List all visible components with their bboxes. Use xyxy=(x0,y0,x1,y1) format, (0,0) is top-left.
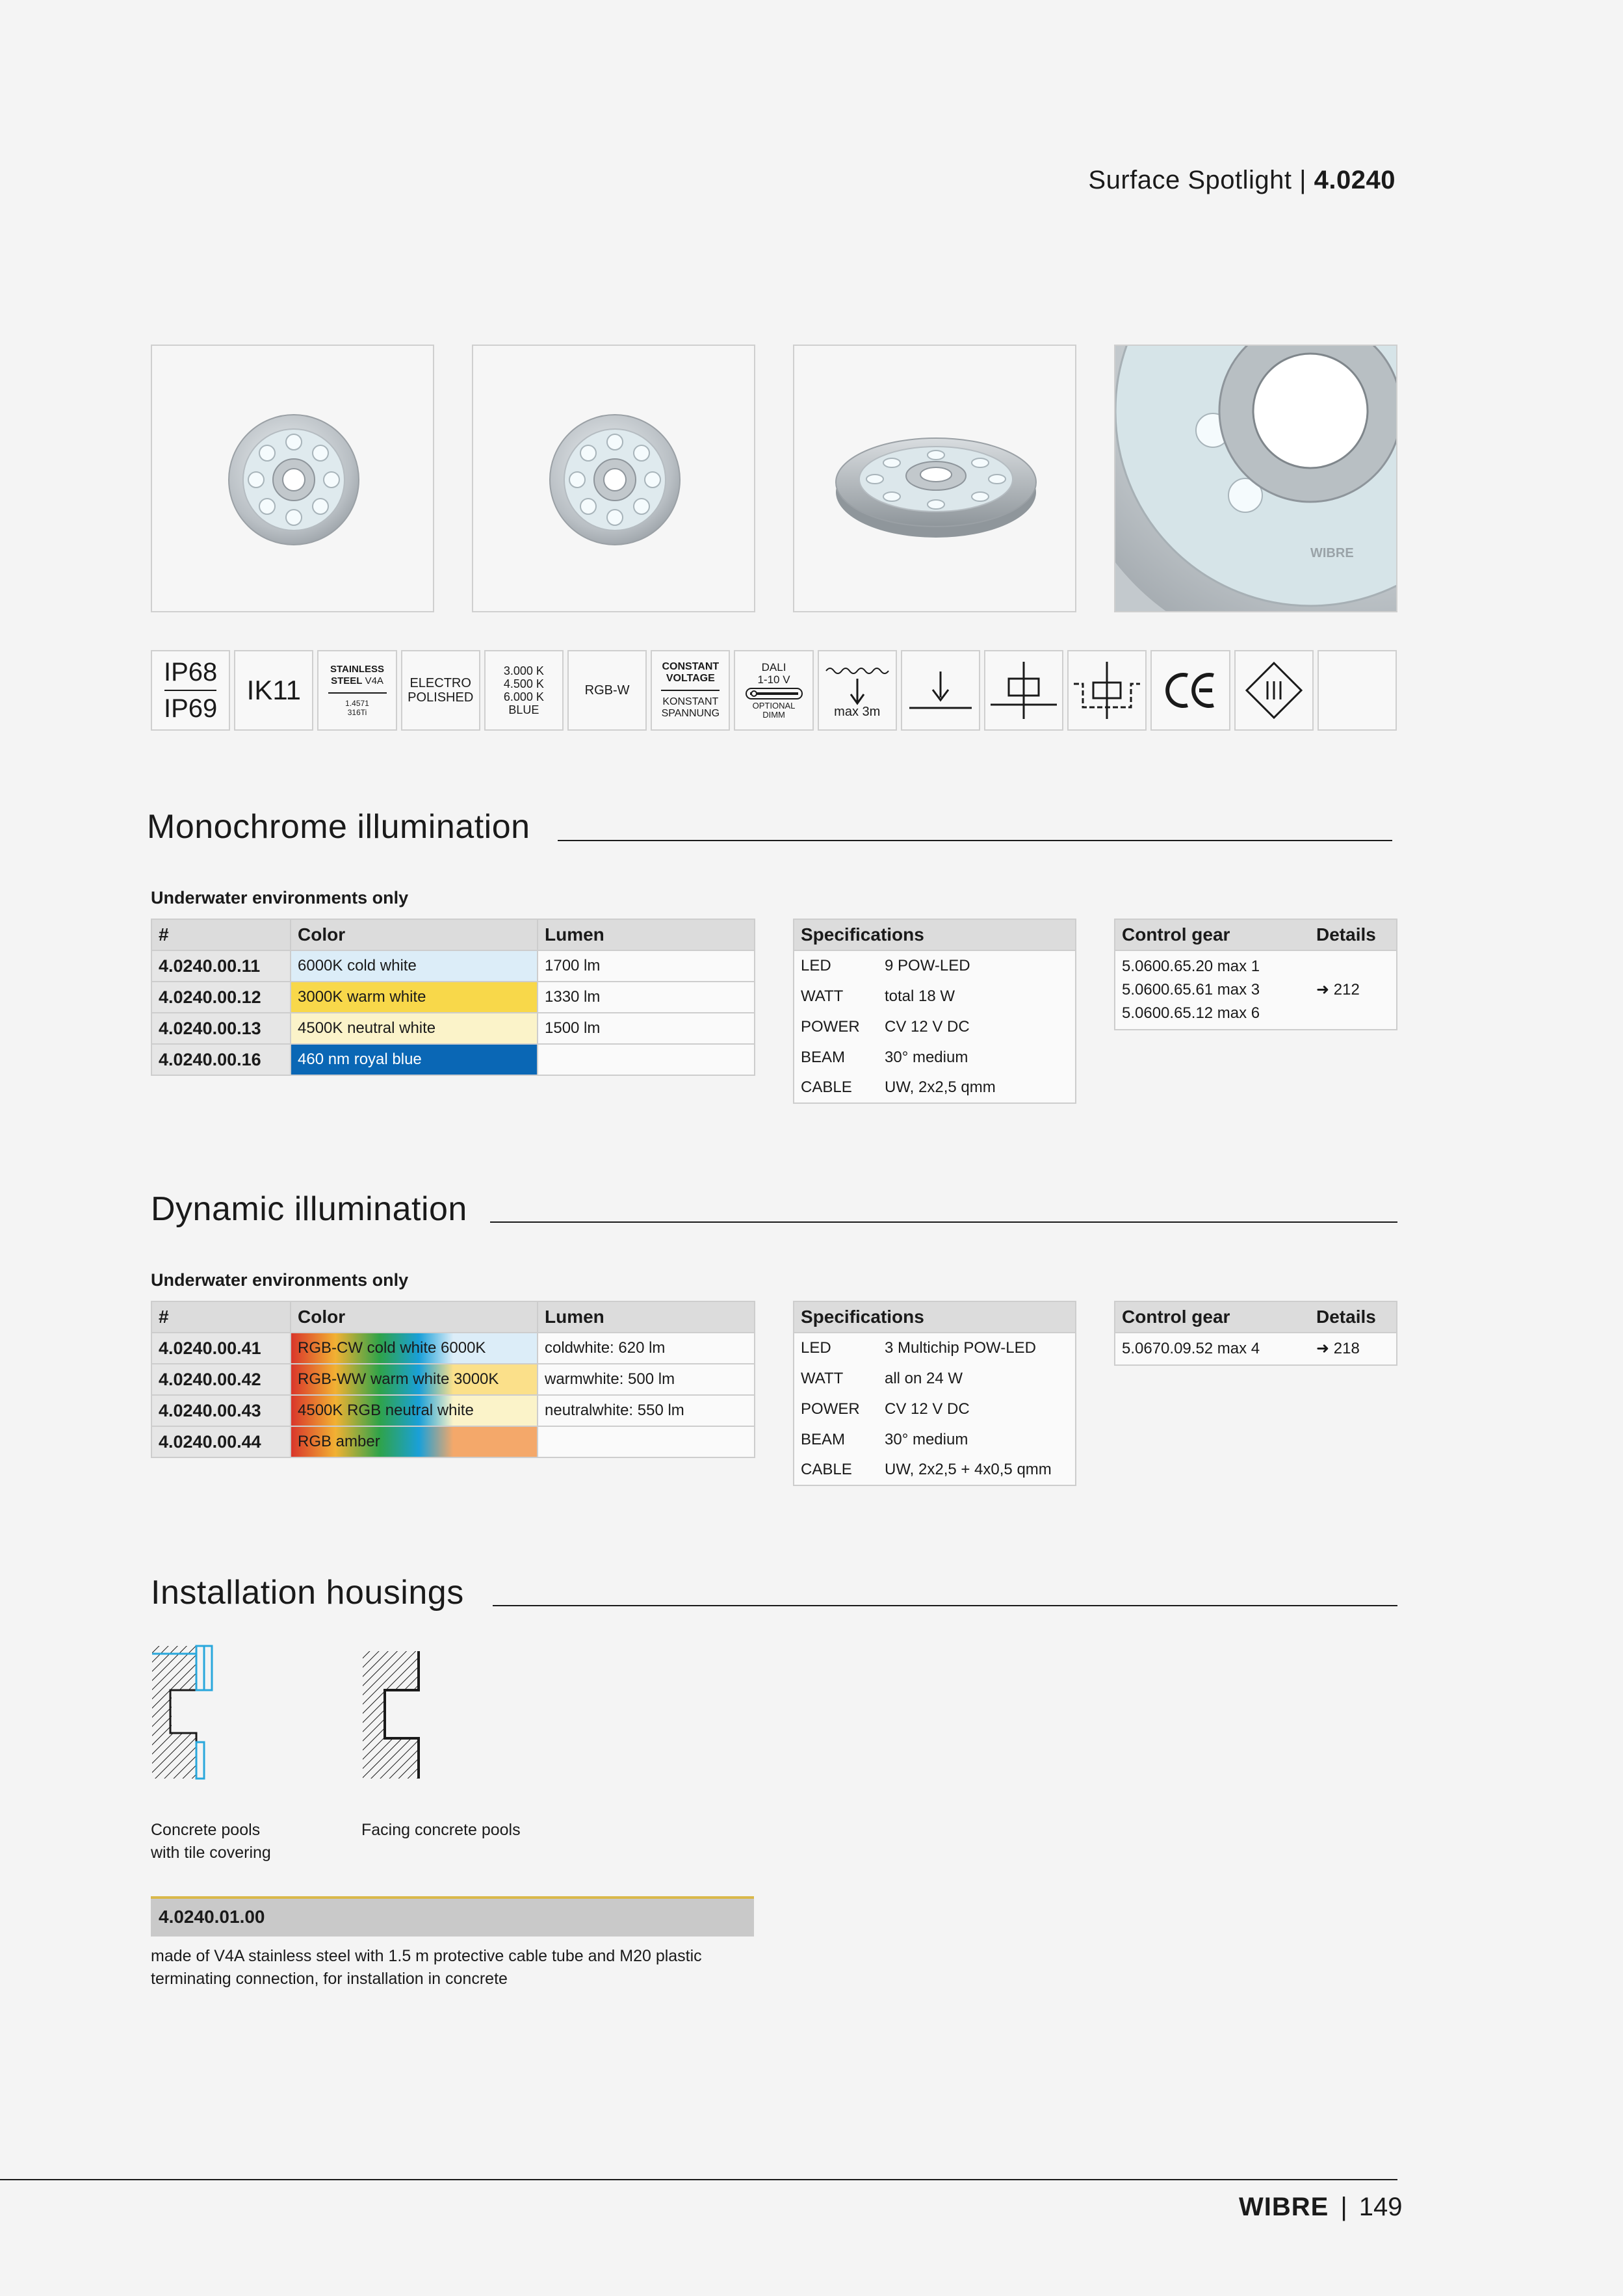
spec-key: POWER xyxy=(801,1400,860,1418)
lumen-cell: 1700 lm xyxy=(538,950,755,982)
details-link[interactable]: ➜ 212 xyxy=(1310,950,1397,1030)
color-temperature-icon xyxy=(484,650,564,731)
caption-line: Concrete pools xyxy=(151,1821,261,1839)
spec-row xyxy=(794,1011,1076,1042)
cv-line2: VOLTAGE xyxy=(666,673,715,684)
mono-table xyxy=(151,919,755,1076)
table-row xyxy=(151,1364,755,1395)
lumen-cell xyxy=(538,1044,755,1075)
col-color: Color xyxy=(291,919,538,950)
col-lumen: Lumen xyxy=(538,919,755,950)
steel-line2: STEEL xyxy=(331,675,363,686)
spec-key: LED xyxy=(801,957,831,974)
rgbw-label: RGB-W xyxy=(584,683,630,698)
ip68-label: IP68 xyxy=(163,658,218,686)
color-cell: 6000K cold white xyxy=(291,950,538,982)
constant-voltage-icon xyxy=(651,650,730,731)
dimmer-slider-icon xyxy=(745,686,803,701)
spec-row xyxy=(794,1333,1076,1363)
photo-logo-text: WIBRE xyxy=(1310,546,1354,560)
lumen-cell xyxy=(538,1426,755,1457)
wave-arrow-icon xyxy=(824,662,891,707)
col-lumen: Lumen xyxy=(538,1301,755,1333)
mono-spec-table xyxy=(793,919,1076,1104)
protection-class-3-icon xyxy=(1234,650,1314,731)
dyn-subheading: Underwater environments only xyxy=(151,1270,409,1290)
table-row xyxy=(151,950,755,982)
water-depth-icon xyxy=(818,650,897,731)
spec-row xyxy=(794,1455,1076,1485)
color-cell: RGB-CW cold white 6000K xyxy=(291,1333,538,1364)
mono-heading: Monochrome illumination xyxy=(147,808,530,846)
spec-value: CV 12 V DC xyxy=(885,1400,970,1418)
steel-line1: STAINLESS xyxy=(330,664,385,675)
color-cell: 460 nm royal blue xyxy=(291,1044,538,1075)
cv-line4: SPANNUNG xyxy=(661,708,720,719)
spec-value: 9 POW-LED xyxy=(885,957,970,974)
spec-value: all on 24 W xyxy=(885,1369,963,1387)
col-number: # xyxy=(151,919,291,950)
color-cell: 3000K warm white xyxy=(291,982,538,1013)
lumen-cell: warmwhite: 500 lm xyxy=(538,1364,755,1395)
spec-key: BEAM xyxy=(801,1048,846,1066)
spec-value: UW, 2x2,5 + 4x0,5 qmm xyxy=(885,1461,1052,1478)
spec-row xyxy=(794,981,1076,1011)
spec-key: WATT xyxy=(801,987,844,1005)
product-photo-3 xyxy=(793,345,1076,612)
product-photo-4 xyxy=(1114,345,1397,612)
concrete-pool-housing-drawing xyxy=(361,1650,420,1782)
housing-description xyxy=(151,1945,702,1990)
product-code: 4.0240.00.43 xyxy=(151,1395,291,1426)
spec-row xyxy=(794,1424,1076,1455)
gear-title: Control gear xyxy=(1115,919,1310,950)
spec-key: POWER xyxy=(801,1017,860,1036)
tile-pool-housing-drawing xyxy=(151,1645,222,1784)
electro-line1: ELECTRO xyxy=(409,676,471,690)
dali-line3: OPTIONAL xyxy=(752,701,796,711)
page-header xyxy=(1088,166,1396,195)
product-code: 4.0240.00.41 xyxy=(151,1333,291,1364)
steel-num2: 316Ti xyxy=(347,708,367,717)
spec-value: 30° medium xyxy=(885,1048,968,1066)
ip-rating-icon xyxy=(151,650,230,731)
gear-item: 5.0600.65.20 max 1 xyxy=(1122,958,1260,975)
housing-code-bar xyxy=(151,1896,754,1937)
spec-value: CV 12 V DC xyxy=(885,1017,970,1036)
k-line4: BLUE xyxy=(508,703,539,716)
details-link[interactable]: ➜ 218 xyxy=(1310,1333,1397,1365)
product-code: 4.0240.00.11 xyxy=(151,950,291,982)
table-header-row xyxy=(151,1301,755,1333)
recessed-mount-icon xyxy=(1067,650,1147,731)
details-title: Details xyxy=(1310,1301,1397,1333)
spec-row xyxy=(794,1042,1076,1073)
description-line: terminating connection, for installation in concrete xyxy=(151,1970,508,1988)
ce-mark-icon xyxy=(1150,650,1230,731)
k-line2: 4.500 K xyxy=(503,677,544,690)
gear-item: 5.0600.65.12 max 6 xyxy=(1122,1004,1260,1022)
product-code: 4.0240.00.12 xyxy=(151,982,291,1013)
cv-line1: CONSTANT xyxy=(662,661,720,672)
color-cell: RGB amber xyxy=(291,1426,538,1457)
mono-subheading: Underwater environments only xyxy=(151,888,409,907)
dyn-table xyxy=(151,1301,755,1458)
dyn-gear-table xyxy=(1114,1301,1397,1366)
description-line: made of V4A stainless steel with 1.5 m protective cable tube and M20 plastic xyxy=(151,1947,702,1965)
housing-code: 4.0240.01.00 xyxy=(159,1907,265,1927)
k-line1: 3.000 K xyxy=(503,664,544,677)
spec-key: BEAM xyxy=(801,1430,846,1448)
ip69-label: IP69 xyxy=(163,694,218,723)
spec-key: CABLE xyxy=(801,1461,852,1478)
dali-line1: DALI xyxy=(761,661,786,673)
empty-icon-slot xyxy=(1318,650,1397,731)
surface-mount-icon xyxy=(984,650,1063,731)
concrete-pool-caption: Facing concrete pools xyxy=(361,1821,521,1839)
mono-heading-rule xyxy=(558,840,1392,841)
col-color: Color xyxy=(291,1301,538,1333)
k-line3: 6.000 K xyxy=(503,690,544,703)
rgbw-icon xyxy=(567,650,647,731)
header-title: Surface Spotlight | xyxy=(1088,166,1307,194)
dyn-heading: Dynamic illumination xyxy=(151,1190,467,1228)
lumen-cell: 1500 lm xyxy=(538,1013,755,1044)
dali-line2: 1-10 V xyxy=(757,673,790,686)
spec-row xyxy=(794,1363,1076,1394)
table-header-row xyxy=(151,919,755,950)
spec-key: CABLE xyxy=(801,1078,852,1096)
product-code: 4.0240.00.42 xyxy=(151,1364,291,1395)
dali-line4: DIMM xyxy=(762,710,785,720)
table-row xyxy=(151,982,755,1013)
dyn-heading-rule xyxy=(490,1221,1397,1223)
product-photo-1 xyxy=(151,345,434,612)
spec-row xyxy=(794,1073,1076,1103)
spec-value: 30° medium xyxy=(885,1430,968,1448)
footer xyxy=(1239,2193,1402,2222)
footer-brand: WIBRE xyxy=(1239,2193,1329,2221)
dali-dimming-icon xyxy=(734,650,813,731)
steel-num1: 1.4571 xyxy=(345,699,369,708)
table-row xyxy=(151,1333,755,1364)
footer-rule xyxy=(0,2179,1397,2180)
feature-icon-strip xyxy=(151,650,1397,731)
cv-line3: KONSTANT xyxy=(662,696,719,707)
table-row xyxy=(151,1013,755,1044)
spec-value: total 18 W xyxy=(885,987,955,1005)
gear-title: Control gear xyxy=(1115,1301,1310,1333)
spec-key: LED xyxy=(801,1339,831,1357)
color-cell: RGB-WW warm white 3000K xyxy=(291,1364,538,1395)
col-number: # xyxy=(151,1301,291,1333)
table-row xyxy=(151,1426,755,1457)
tile-pool-caption xyxy=(151,1819,271,1864)
electro-line2: POLISHED xyxy=(408,690,474,705)
product-code: 4.0240.00.44 xyxy=(151,1426,291,1457)
gear-item: 5.0600.65.61 max 3 xyxy=(1122,981,1260,998)
product-code: 4.0240.00.13 xyxy=(151,1013,291,1044)
spec-key: WATT xyxy=(801,1369,844,1387)
table-row xyxy=(151,1044,755,1075)
spec-value: 3 Multichip POW-LED xyxy=(885,1339,1036,1357)
floor-mounting-icon xyxy=(901,650,980,731)
header-code: 4.0240 xyxy=(1314,166,1396,194)
ik11-label: IK11 xyxy=(246,675,301,705)
details-title: Details xyxy=(1310,919,1397,950)
page-number: 149 xyxy=(1358,2193,1403,2221)
lumen-cell: coldwhite: 620 lm xyxy=(538,1333,755,1364)
spec-title: Specifications xyxy=(794,919,1076,950)
depth-label: max 3m xyxy=(834,704,881,719)
table-row xyxy=(151,1395,755,1426)
mono-gear-table xyxy=(1114,919,1397,1030)
caption-line: with tile covering xyxy=(151,1844,271,1862)
housing-heading-rule xyxy=(493,1605,1397,1606)
lumen-cell: 1330 lm xyxy=(538,982,755,1013)
ik-rating-icon xyxy=(234,650,313,731)
color-cell: 4500K RGB neutral white xyxy=(291,1395,538,1426)
spec-row xyxy=(794,1394,1076,1424)
gear-item: 5.0670.09.52 max 4 xyxy=(1115,1333,1310,1365)
spec-title: Specifications xyxy=(794,1301,1076,1333)
housing-heading: Installation housings xyxy=(151,1574,464,1611)
stainless-steel-icon xyxy=(317,650,396,731)
color-cell: 4500K neutral white xyxy=(291,1013,538,1044)
electro-polished-icon xyxy=(401,650,480,731)
spec-value: UW, 2x2,5 qmm xyxy=(885,1078,996,1096)
product-code: 4.0240.00.16 xyxy=(151,1044,291,1075)
dyn-spec-table xyxy=(793,1301,1076,1486)
spec-row xyxy=(794,950,1076,981)
product-photo-2 xyxy=(472,345,755,612)
steel-v4a: V4A xyxy=(365,675,383,686)
footer-separator: | xyxy=(1340,2193,1347,2221)
lumen-cell: neutralwhite: 550 lm xyxy=(538,1395,755,1426)
